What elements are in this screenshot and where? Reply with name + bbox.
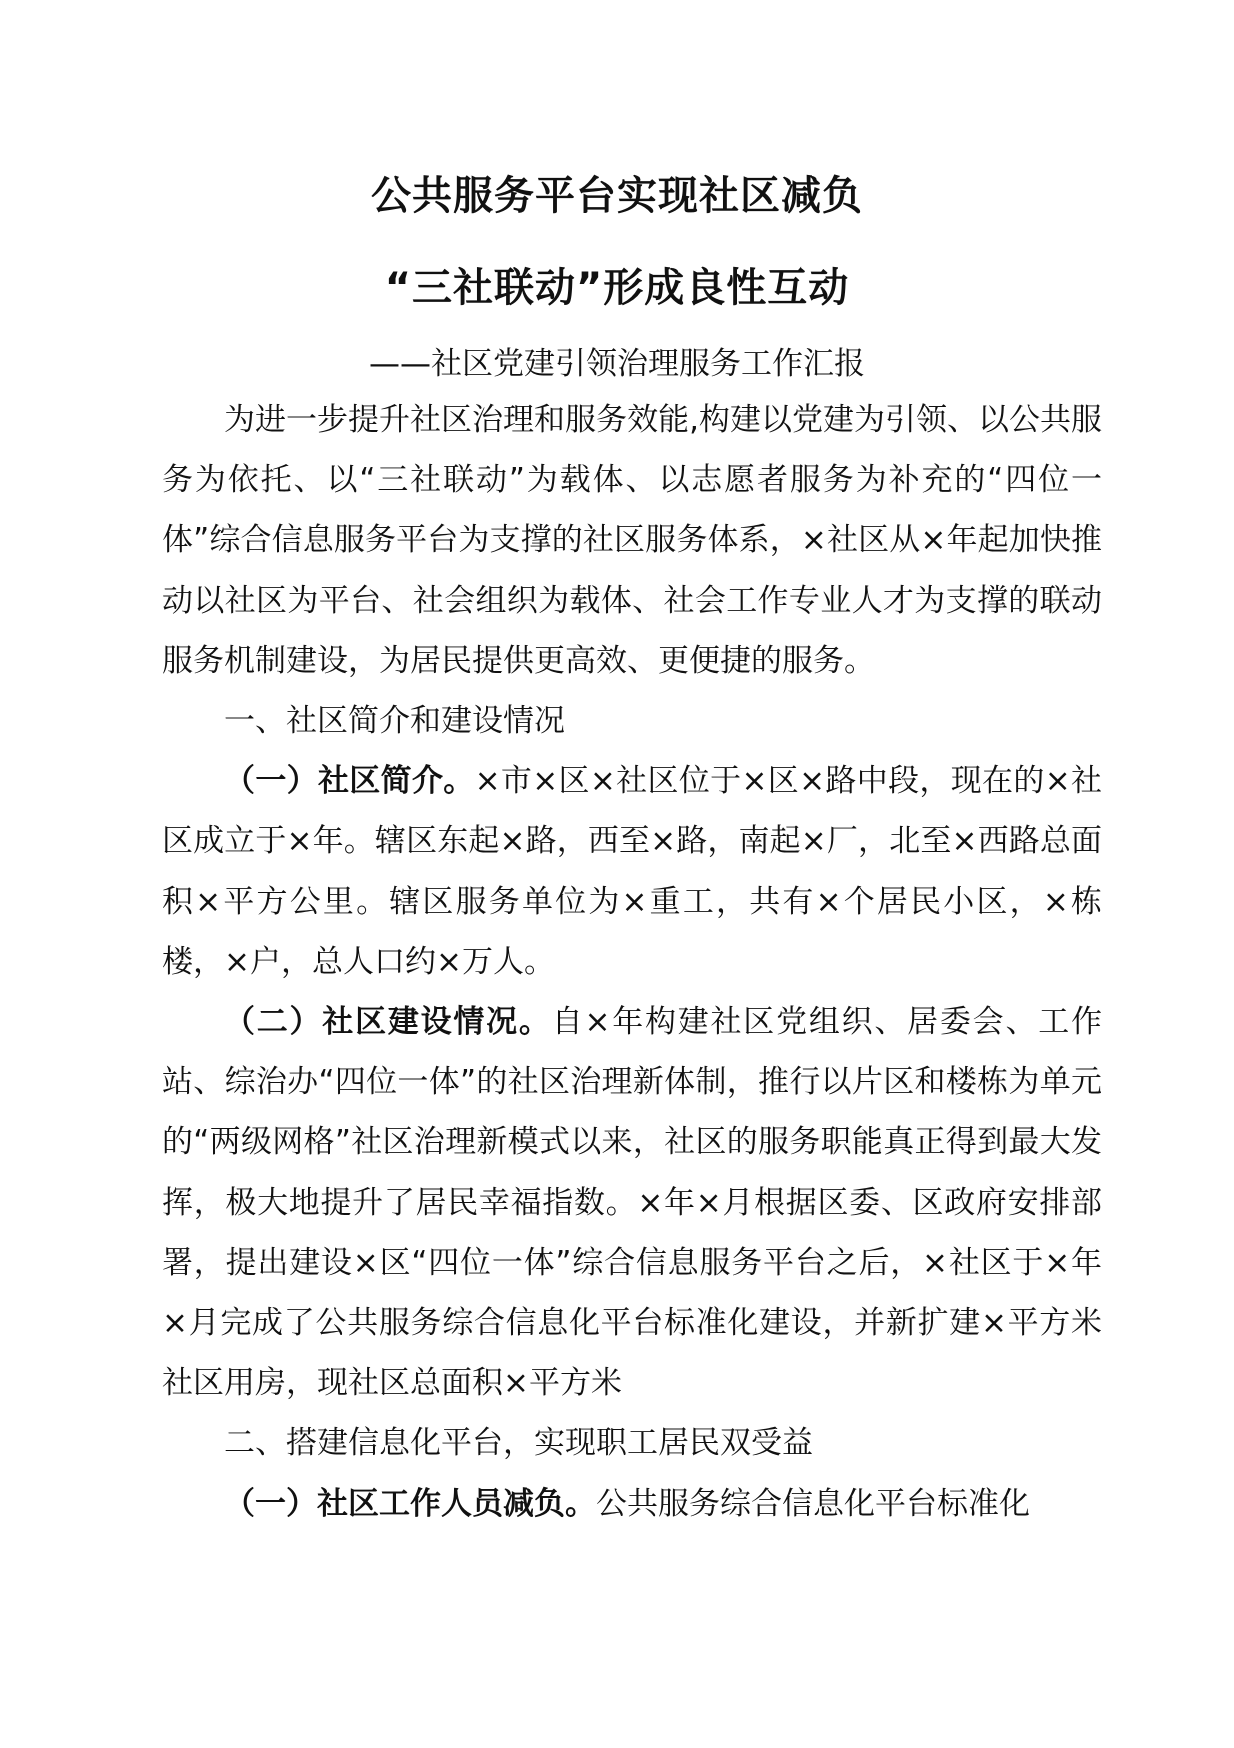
paragraph-text: ×市×区×社区位于×区×路中段，现在的×社区成立于×年。辖区东起×路，西至×路，南起×厂，北至×西路总面积×平方公里。辖区服务单位为×重工，共有×个居民小区，×栋楼，×户，总人口约×万人。 [162, 763, 1103, 980]
paragraph-community-intro [162, 751, 1102, 992]
intro-paragraph: 为进一步提升社区治理和服务效能,构建以党建为引领、以公共服务为依托、以“三社联动”为载体、以志愿者服务为补充的“四位一体”综合信息服务平台为支撑的社区服务体系，×社区从×年起加快推动以社区为平台、社会组织为载体、社会工作专业人才为支撑的联动服务机制建设，为居民提供更高效、更便捷的服务。 [162, 402, 1102, 679]
section-heading-1: 一、社区简介和建设情况 [224, 703, 565, 740]
paragraph-staff-burden-reduction [162, 1474, 1102, 1534]
paragraph-community-construction [162, 992, 1102, 1413]
paragraph-text: 自×年构建社区党组织、居委会、工作站、综治办“四位一体”的社区治理新体制，推行以片区和楼栋为单元的“两级网格”社区治理新模式以来，社区的服务职能真正得到最大发挥，极大地提升了居民幸福指数。×年×月根据区委、区政府安排部署，提出建设×区“四位一体”综合信息服务平台之后，×社区于×年×月完成了公共服务综合信息化平台标准化建设，并新扩建×平方米社区用房，现社区总面积×平方米 [162, 1004, 1102, 1402]
paragraph-lead: （二）社区建设情况。 [224, 1004, 552, 1041]
document-body [162, 390, 1102, 1534]
document-title-line-2: “三社联动”形成良性互动 [384, 265, 850, 311]
paragraph-text: 公共服务综合信息化平台标准化 [596, 1485, 1030, 1522]
document-subtitle: ——社区党建引领治理服务工作汇报 [369, 346, 865, 382]
paragraph-lead: （一）社区简介。 [224, 763, 475, 800]
paragraph-lead: （一）社区工作人员减负。 [224, 1485, 596, 1522]
document-title: 公共服务平台实现社区减负 [371, 173, 863, 219]
section-heading-2: 二、搭建信息化平台，实现职工居民双受益 [224, 1425, 813, 1462]
